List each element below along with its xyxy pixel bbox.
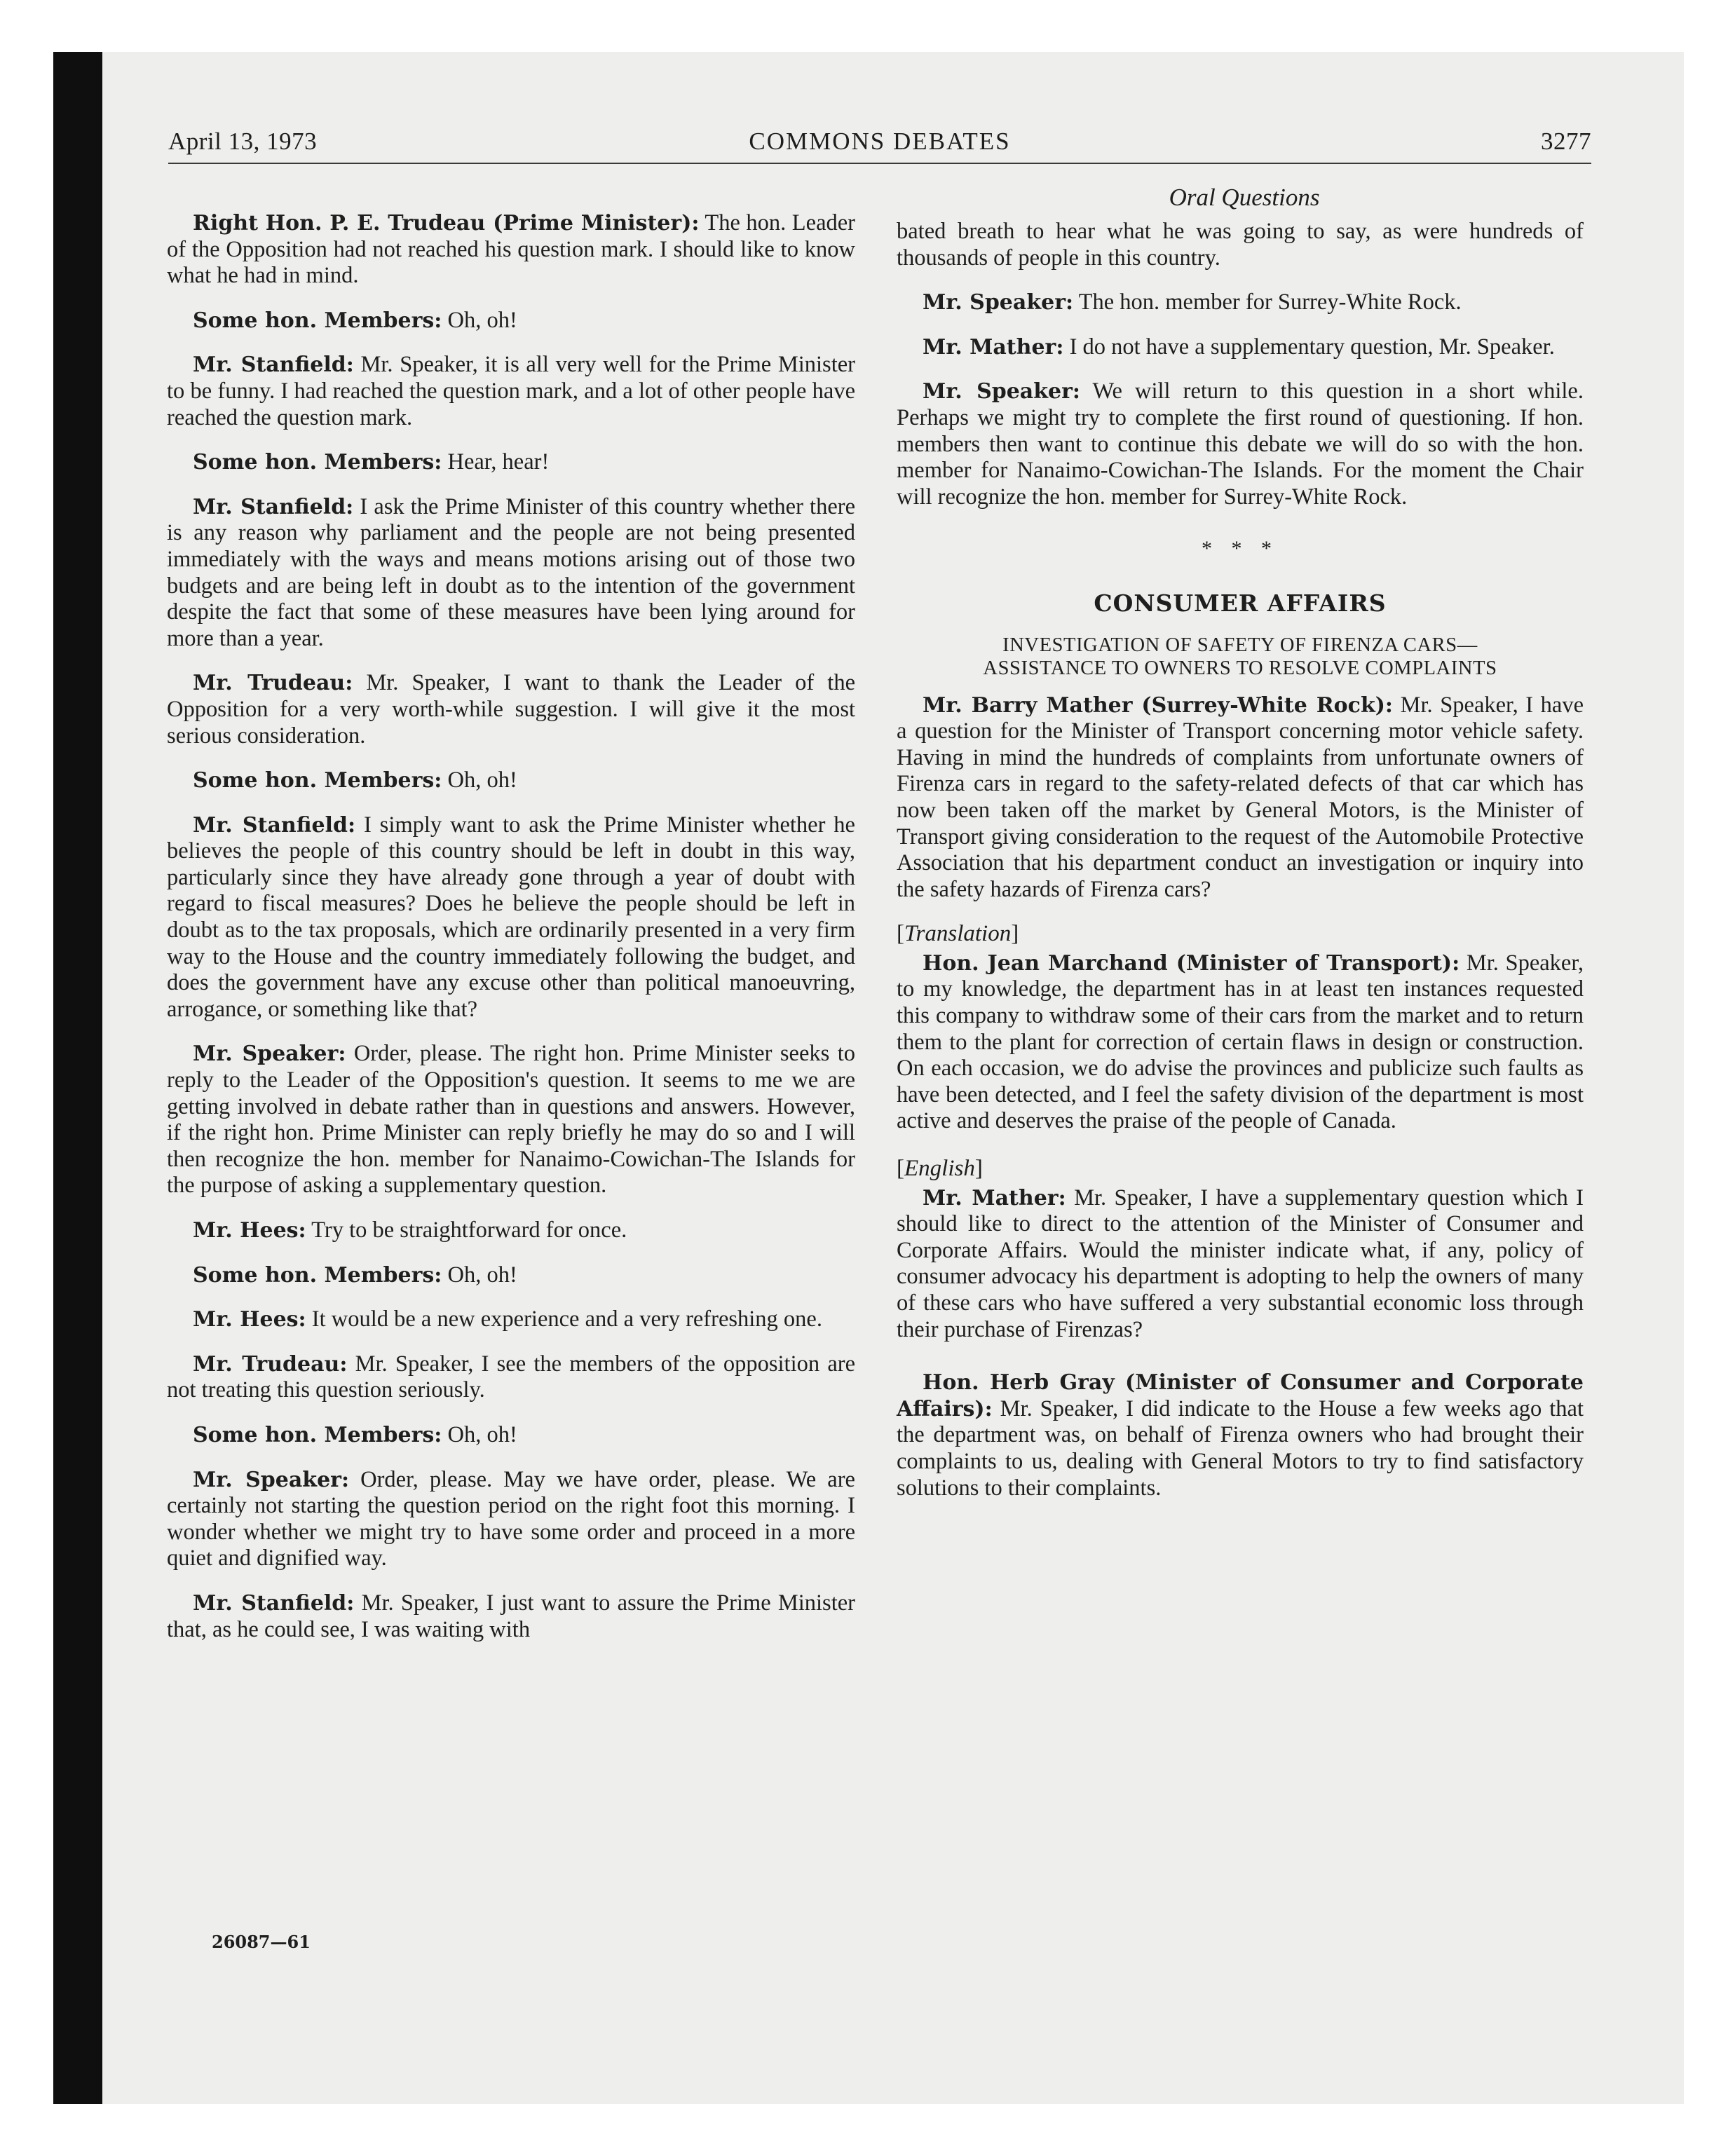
speech-paragraph [167, 1590, 855, 1643]
speaker-name: Mr. Mather: [923, 1185, 1066, 1210]
speech-text: The hon. Leader of the Opposition had not reached his question mark. I should like to know what he had in mind. [167, 210, 855, 289]
speaker-name: Mr. Stanfield: [193, 494, 354, 519]
speech-paragraph [167, 1351, 855, 1404]
page-header [168, 128, 1591, 164]
speech-text: Mr. Speaker, to my knowledge, the department has in at least ten instances requested this company to withdraw some of their cars from the market and to return them to the plant for correction of certain flaws in design or construction. On each occasion, we do advise the provinces and publicize such faults as have been detected, and I feel the safety division of the department is most active and deserves the praise of the people of Canada. [897, 950, 1584, 1134]
speech-text: Try to be straightforward for once. [306, 1217, 627, 1243]
speaker-name: Mr. Speaker: [193, 1042, 346, 1067]
section-separator: * * * [1202, 537, 1279, 561]
speaker-name: Hon. Herb Gray (Minister of Consumer and Corporate Affairs): [897, 1370, 1584, 1421]
speech-text: Mr. Speaker, I want to thank the Leader of the Opposition for a very worth-while suggestion. I will give it the most serious consideration. [167, 670, 856, 749]
speech-paragraph [897, 950, 1584, 1135]
speaker-name: Mr. Stanfield: [193, 812, 356, 838]
speaker-name: Mr. Speaker: [923, 290, 1074, 315]
translation-label-text: Translation [904, 921, 1012, 947]
right-top-paragraphs [897, 289, 1584, 510]
speech-text: Order, please. May we have order, please. We are certainly not starting the question period on the right foot this morning. I wonder whether we might try to have some order and proceed in a more quiet and dignified way. [167, 1466, 855, 1571]
speech-paragraph [167, 494, 855, 653]
translation-label: [Translation] [897, 921, 1019, 947]
speaker-name: Some hon. Members: [193, 450, 442, 475]
page-number: 3277 [1541, 128, 1591, 155]
speech-text: Hear, hear! [442, 449, 550, 475]
speech-text: Oh, oh! [442, 307, 517, 333]
section-heading: CONSUMER AFFAIRS [1094, 589, 1387, 617]
speech-text: Oh, oh! [442, 1262, 517, 1288]
subheading-line: ASSISTANCE TO OWNERS TO RESOLVE COMPLAINTS [983, 657, 1497, 679]
speaker-name: Mr. Stanfield: [193, 1590, 355, 1616]
speaker-name: Mr. Speaker: [923, 379, 1080, 404]
speech-text: Mr. Speaker, I just want to assure the Prime Minister that, as he could see, I was waiting with [167, 1590, 855, 1642]
speech-text: Mr. Speaker, it is all very well for the Prime Minister to be funny. I had reached the question mark, and a lot of other people have reached the question mark. [167, 352, 855, 430]
header-rule [168, 163, 1591, 164]
speech-text: Mr. Speaker, I have a question for the Minister of Transport concerning motor vehicle safety. Having in mind the hundreds of complaints from unfortunate owners of Firenza cars in regard to the safety-related defects of that car which has now been taken off the market by General Motors, is the Minister of Transport giving consideration to the request of the Automobile Protective Association that his department conduct an investigation or inquiry into the safety hazards of Firenza cars? [897, 692, 1584, 902]
speech-paragraph [167, 1262, 855, 1289]
right-column [897, 219, 1584, 1520]
speaker-name: Mr. Hees: [193, 1218, 306, 1243]
subheading-line: INVESTIGATION OF SAFETY OF FIRENZA CARS— [1002, 634, 1478, 656]
speech-paragraph [897, 1370, 1584, 1501]
continuation-paragraph: bated breath to hear what he was going to say, as were hundreds of thousands of people in this country. [897, 219, 1584, 271]
section-label: Oral Questions [1169, 184, 1320, 211]
speaker-name: Some hon. Members: [193, 1262, 442, 1288]
page-date: April 13, 1973 [168, 128, 318, 155]
speaker-name: Mr. Hees: [193, 1307, 306, 1332]
scan-edge [53, 52, 102, 2104]
speech-text: Mr. Speaker, I did indicate to the House a few weeks ago that the department was, on behalf of Firenza owners who had brought their complaints to us, dealing with General Motors to try to find satisfactory solutions to their complaints. [897, 1396, 1584, 1501]
speech-paragraph [167, 812, 855, 1023]
speaker-name: Some hon. Members: [193, 308, 442, 333]
speech-text: The hon. member for Surrey-White Rock. [1073, 289, 1462, 315]
speech-text: Oh, oh! [442, 1421, 517, 1447]
speech-paragraph [167, 1041, 855, 1199]
speaker-name: Mr. Speaker: [193, 1467, 350, 1492]
speech-paragraph [167, 449, 855, 476]
section-subheading [897, 634, 1584, 680]
speaker-name: Hon. Jean Marchand (Minister of Transport): [923, 950, 1460, 976]
speaker-name: Some hon. Members: [193, 768, 442, 793]
speech-paragraph [897, 289, 1584, 316]
left-column [167, 210, 855, 1661]
speech-paragraph [167, 767, 855, 794]
language-label-text: English [904, 1156, 975, 1182]
speech-paragraph [167, 352, 855, 431]
speaker-name: Mr. Trudeau: [193, 671, 353, 696]
speaker-name: Mr. Trudeau: [193, 1351, 348, 1377]
speech-paragraph [897, 1185, 1584, 1344]
speech-text: I do not have a supplementary question, Mr. Speaker. [1063, 334, 1555, 360]
speech-paragraph [897, 334, 1584, 361]
speech-paragraph [897, 692, 1584, 903]
publication-title: COMMONS DEBATES [749, 128, 1011, 155]
speech-text: Order, please. The right hon. Prime Minister seeks to reply to the Leader of the Opposition's question. It seems to me we are getting involved in debate rather than in questions and answers. However, if the right hon. Prime Minister can reply briefly he may do so and I will then recognize the hon. member for Nanaimo-Cowichan-The Islands for the purpose of asking a supplementary question. [167, 1041, 855, 1199]
speech-paragraph [897, 378, 1584, 510]
speaker-name: Some hon. Members: [193, 1422, 442, 1447]
speech-paragraph [167, 1422, 855, 1449]
speech-text: Mr. Speaker, I have a supplementary question which I should like to direct to the attention of the Minister of Consumer and Corporate Affairs. Would the minister indicate what, if any, policy of consumer advocacy his department is adopting to help the owners of many of these cars who have suffered a very substantial economic loss through their purchase of Firenzas? [897, 1185, 1584, 1342]
speech-text: We will return to this question in a short while. Perhaps we might try to complete the first round of questioning. If hon. members then want to continue this debate we will do so with the hon. member for Nanaimo-Cowichan-The Islands. For the moment the Chair will recognize the hon. member for Surrey-White Rock. [897, 378, 1584, 510]
speech-paragraph [167, 1217, 855, 1244]
speech-text: Mr. Speaker, I see the members of the opposition are not treating this question seriously. [167, 1351, 856, 1403]
speech-paragraph [167, 1306, 855, 1333]
speaker-name: Mr. Barry Mather (Surrey-White Rock): [923, 692, 1394, 718]
speech-text: Oh, oh! [442, 767, 517, 793]
speech-text: It would be a new experience and a very refreshing one. [306, 1306, 822, 1332]
speech-text: I ask the Prime Minister of this country whether there is any reason why parliament and the people are not being presented immediately with the ways and means motions arising out of those two budgets and are being left in doubt as to the intention of the government despite the fact that some of these measures have been lying around for more than a year. [167, 493, 855, 651]
speaker-name: Right Hon. P. E. Trudeau (Prime Minister): [193, 211, 700, 236]
speech-paragraph [167, 308, 855, 334]
speech-paragraph [167, 210, 855, 289]
speaker-name: Mr. Stanfield: [193, 353, 354, 378]
speech-paragraph [167, 670, 855, 749]
language-label: [English] [897, 1156, 983, 1182]
speaker-name: Mr. Mather: [923, 334, 1064, 360]
speech-text: I simply want to ask the Prime Minister whether he believes the people of this country should be left in doubt in this way, particularly since they have already gone through a year of doubt with regard to fiscal measures? Does he believe the people should be left in doubt as to the tax proposals, which are ordinarily presented in a very firm way to the House and the country immediately following the budget, and does the government have any excuse other than political manoeuvring, arrogance, or something like that? [167, 812, 855, 1022]
footer-code: 26087—61 [212, 1932, 311, 1952]
speech-paragraph [167, 1467, 855, 1572]
